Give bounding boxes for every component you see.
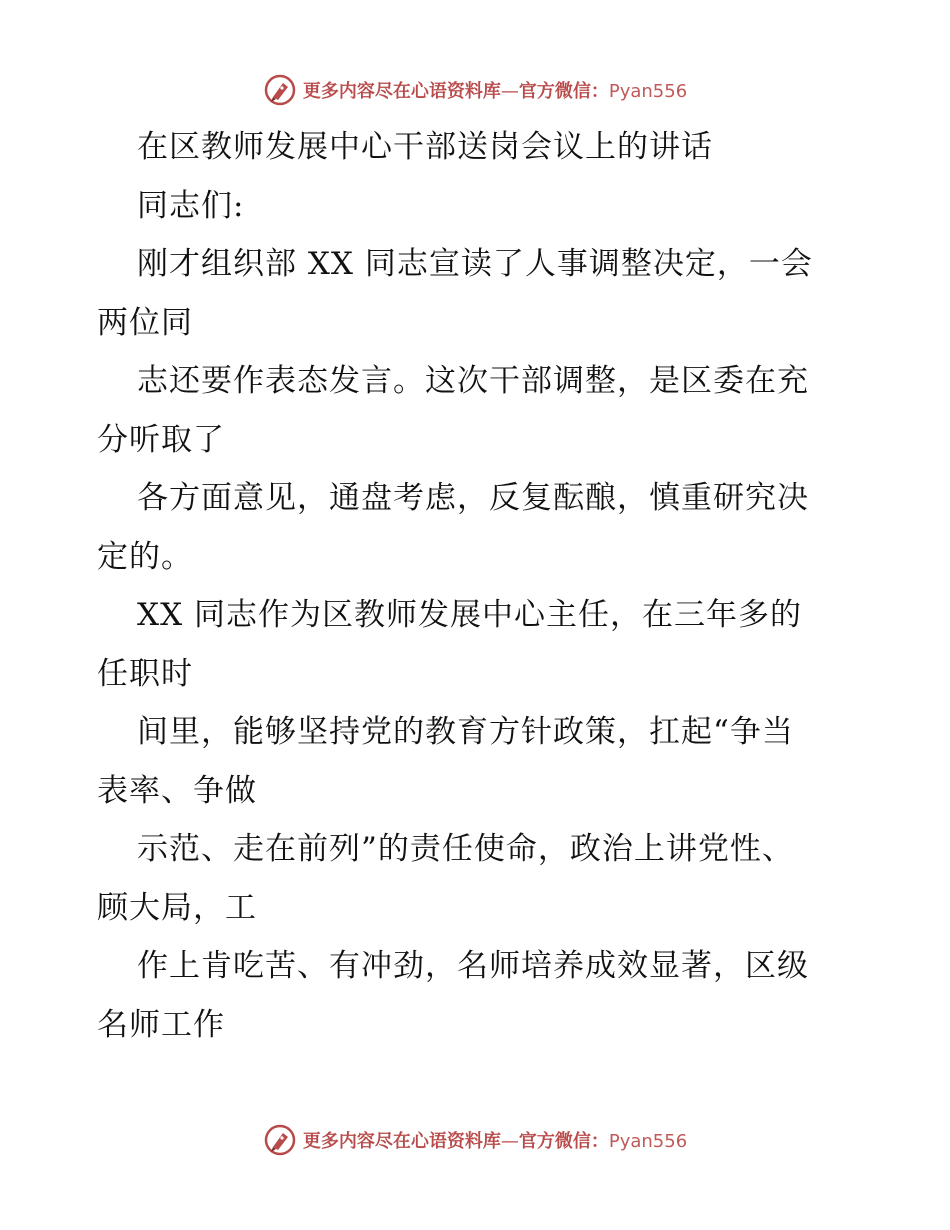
banner-wechat-id: Pyan556: [608, 81, 688, 102]
text-line: XX 同志作为区教师发展中心主任，在三年多的: [137, 597, 802, 633]
footer-banner: [0, 1120, 950, 1160]
banner-text: [303, 77, 687, 103]
banner-wechat-label: 官方微信：: [518, 81, 609, 102]
banner-main-text: 更多内容尽在心语资料库: [302, 81, 501, 102]
text-line: 任职时: [97, 655, 193, 692]
document-title: 在区教师发展中心干部送岗会议上的讲话: [137, 129, 713, 165]
banner-dash: —: [500, 1131, 519, 1152]
banner-dash: —: [500, 81, 519, 102]
text-line: 同志们:: [137, 187, 245, 224]
banner-main-text: 更多内容尽在心语资料库: [302, 1131, 501, 1152]
text-line: 刚才组织部 XX 同志宣读了人事调整决定，一会: [137, 246, 813, 282]
text-line: 分听取了: [97, 421, 225, 458]
text-line: 各方面意见，通盘考虑，反复酝酿，慎重研究决: [137, 480, 809, 516]
text-line: 两位同: [97, 304, 193, 341]
text-line: 作上肯吃苦、有冲劲，名师培养成效显著，区级: [137, 948, 809, 984]
pen-nib-logo-icon: [263, 1123, 297, 1157]
text-line: 表率、争做: [97, 772, 257, 809]
text-line: 顾大局，工: [97, 889, 257, 926]
document-body: [97, 118, 857, 1054]
banner-wechat-label: 官方微信：: [518, 1131, 609, 1152]
pen-nib-logo-icon: [263, 73, 297, 107]
text-line: 志还要作表态发言。这次干部调整，是区委在充: [137, 363, 809, 399]
text-line: 间里，能够坚持党的教育方针政策，扛起“争当: [137, 714, 794, 750]
banner-wechat-id: Pyan556: [608, 1131, 688, 1152]
text-line: 名师工作: [97, 1006, 225, 1043]
text-line: 定的。: [97, 538, 193, 575]
text-line: 示范、走在前列”的责任使命，政治上讲党性、: [137, 831, 794, 867]
banner-text: [303, 1127, 687, 1153]
header-banner: [0, 70, 950, 110]
